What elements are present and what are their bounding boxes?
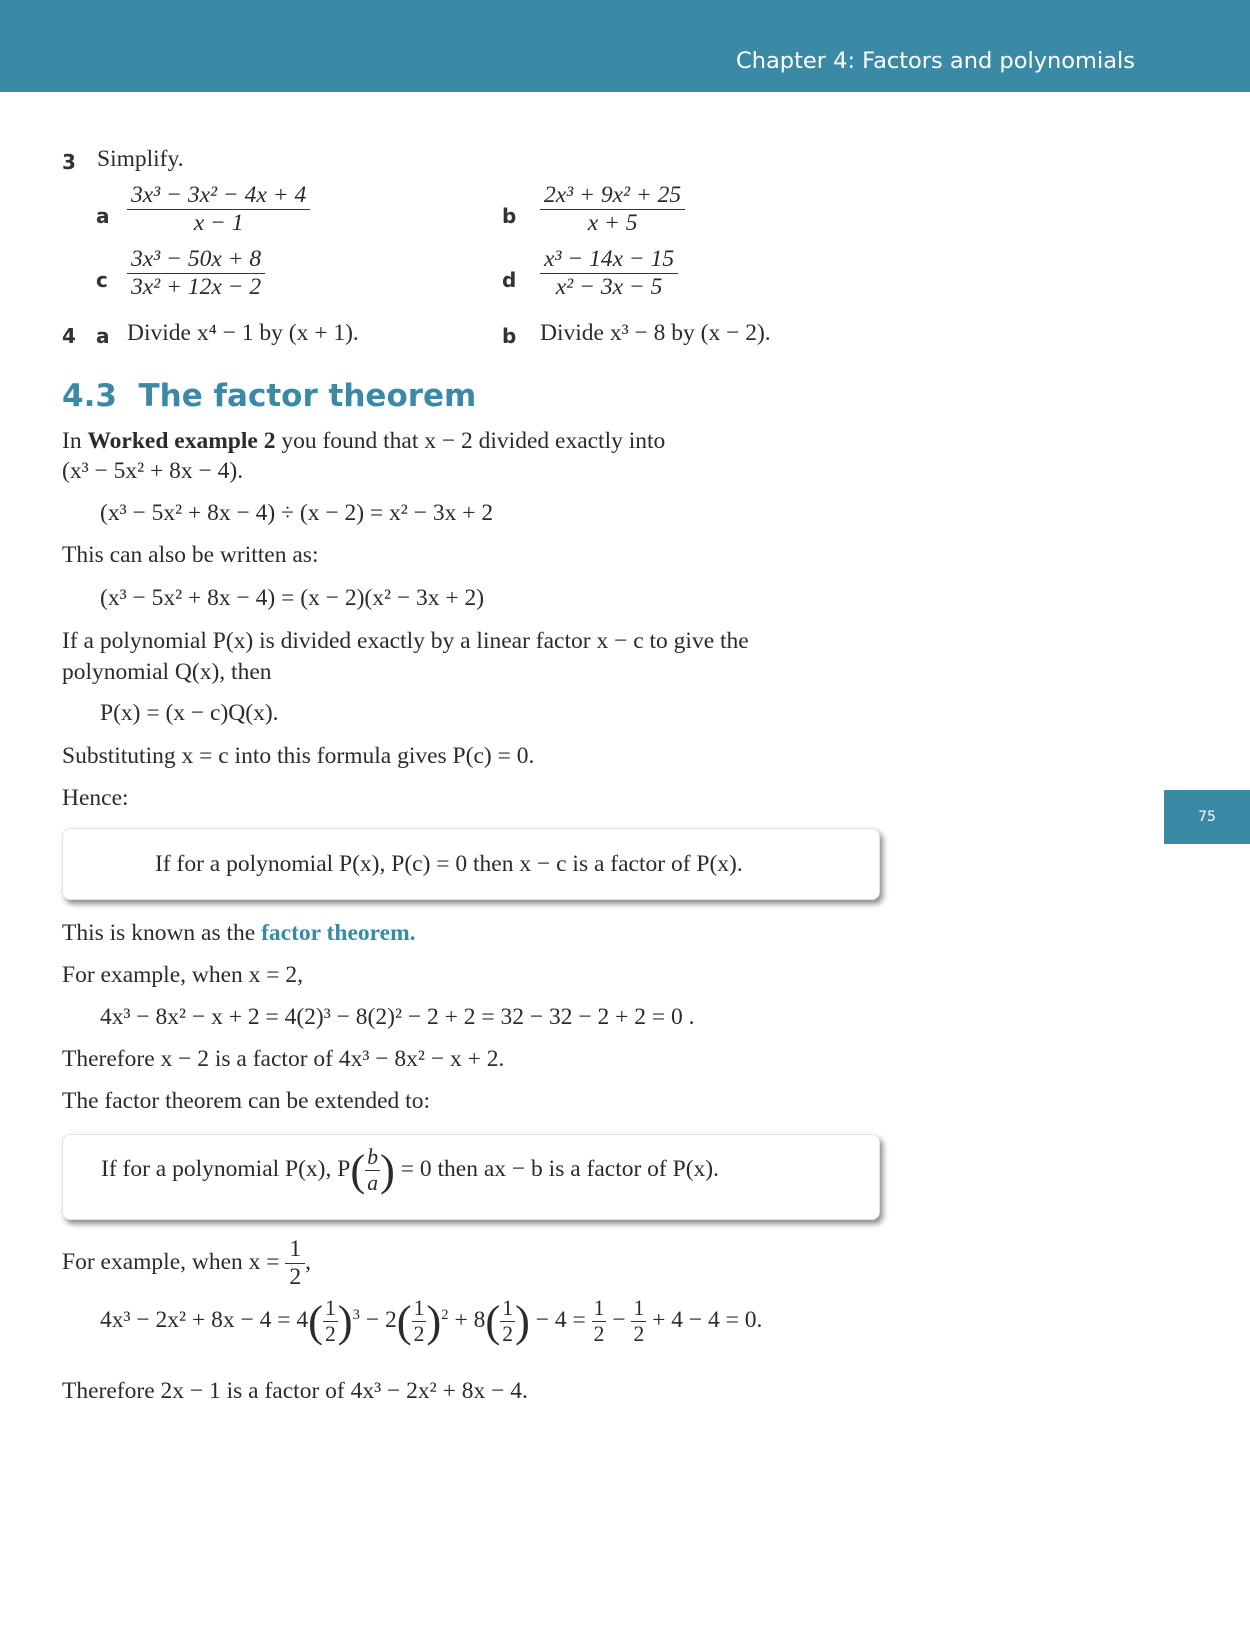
polynomial-definition-line-1: If a polynomial P(x) is divided exactly by a linear factor x − c to give the — [62, 628, 749, 654]
exercise-3d-fraction — [540, 246, 678, 301]
exercise-3-instruction: Simplify. — [97, 146, 184, 172]
box2-right-paren: ) — [380, 1145, 395, 1196]
page-number: 75 — [1164, 790, 1250, 844]
exercise-3c-fraction — [127, 246, 265, 301]
eq5-half-5-num: 1 — [633, 1296, 645, 1320]
written-as-text: This can also be written as: — [62, 542, 319, 568]
eq5-exponent-1: 3 — [352, 1306, 360, 1323]
known-as-suffix: . — [409, 920, 416, 946]
equation-p-of-x: P(x) = (x − c)Q(x). — [100, 700, 279, 726]
therefore-1-text: Therefore x − 2 is a factor of 4x³ − 8x² − x + 2. — [62, 1046, 505, 1072]
exercise-3b-numerator: 2x³ + 9x² + 25 — [540, 182, 685, 210]
eq5-paren-close-2: ) — [426, 1296, 442, 1347]
section-title: The factor theorem — [138, 378, 477, 414]
eq5-half-4-den: 2 — [593, 1321, 605, 1346]
exercise-3a-denominator: x − 1 — [193, 210, 244, 236]
equation-division: (x³ − 5x² + 8x − 4) ÷ (x − 2) = x² − 3x + 2 — [100, 500, 494, 526]
extended-text: The factor theorem can be extended to: — [62, 1088, 430, 1114]
eq5-half-5-den: 2 — [633, 1321, 645, 1346]
eq5-half-3 — [500, 1296, 515, 1347]
factor-theorem-keyword: factor theorem — [261, 920, 410, 946]
exercise-3d-denominator: x² − 3x − 5 — [555, 274, 663, 300]
worked-example-link: Worked example 2 — [87, 428, 276, 454]
box2-fraction-numerator: b — [367, 1145, 379, 1169]
exercise-3d-numerator: x³ − 14x − 15 — [540, 246, 678, 274]
extended-factor-theorem-statement — [101, 1145, 719, 1196]
eq5-half-3-num: 1 — [502, 1296, 514, 1320]
example-1-intro: For example, when x = 2, — [62, 962, 304, 988]
exercise-3-number: 3 — [62, 150, 76, 174]
intro-rest: you found that x − 2 divided exactly into — [281, 428, 666, 454]
exercise-3a-numerator: 3x³ − 3x² − 4x + 4 — [127, 182, 310, 210]
exercise-4-number: 4 — [62, 324, 76, 348]
example-2-prefix: For example, when x = — [62, 1248, 280, 1275]
eq5-mid-3: − 4 = — [535, 1306, 586, 1333]
eq5-half-2 — [412, 1296, 427, 1347]
exercise-4a-label: a — [96, 324, 110, 348]
exercise-3d-label: d — [502, 268, 517, 292]
eq5-half-1-den: 2 — [324, 1321, 336, 1346]
intro-line-2: (x³ − 5x² + 8x − 4). — [62, 458, 244, 484]
box2-fraction — [365, 1145, 380, 1196]
eq5-half-1 — [323, 1296, 338, 1347]
exercise-3a-fraction — [127, 182, 310, 237]
eq5-half-5 — [631, 1296, 646, 1347]
exercise-3b-label: b — [502, 204, 517, 228]
substitution-text: Substituting x = c into this formula gives P(c) = 0. — [62, 743, 535, 769]
eq5-paren-open-3: ( — [485, 1296, 501, 1347]
section-heading — [62, 378, 476, 414]
intro-prefix: In — [62, 428, 82, 454]
exercise-3b-fraction — [540, 182, 685, 237]
eq5-half-1-num: 1 — [324, 1296, 336, 1320]
example-2-denominator: 2 — [289, 1264, 302, 1290]
eq5-half-3-den: 2 — [502, 1321, 514, 1346]
eq5-paren-close-3: ) — [515, 1296, 530, 1347]
exercise-4b-label: b — [502, 324, 517, 348]
exercise-4a-text: Divide x⁴ − 1 by (x + 1). — [127, 320, 359, 346]
hence-text: Hence: — [62, 785, 129, 811]
eq5-mid-2: + 8 — [454, 1306, 486, 1333]
example-2-fraction — [285, 1236, 305, 1291]
eq5-half-2-num: 1 — [413, 1296, 425, 1320]
example-2-intro — [62, 1236, 311, 1291]
eq5-paren-close-1: ) — [337, 1296, 353, 1347]
factor-theorem-statement: If for a polynomial P(x), P(c) = 0 then x − c is a factor of P(x). — [155, 851, 743, 877]
exercise-4b-text: Divide x³ − 8 by (x − 2). — [540, 320, 771, 346]
eq5-exponent-2: 2 — [441, 1306, 449, 1323]
equation-factored: (x³ − 5x² + 8x − 4) = (x − 2)(x² − 3x + 2) — [100, 585, 485, 611]
eq5-mid-1: − 2 — [365, 1306, 397, 1333]
eq5-paren-open-1: ( — [308, 1296, 323, 1347]
known-as-text — [62, 920, 416, 947]
example-2-suffix: , — [305, 1248, 312, 1275]
eq5-half-2-den: 2 — [413, 1321, 425, 1346]
box2-left-paren: ( — [350, 1145, 366, 1196]
eq5-minus: − — [612, 1306, 626, 1333]
box2-prefix: If for a polynomial P(x), P — [101, 1155, 351, 1182]
eq5-tail: + 4 − 4 = 0. — [652, 1306, 763, 1333]
intro-line-1 — [62, 428, 665, 455]
eq5-lhs: 4x³ − 2x² + 8x − 4 = 4 — [100, 1306, 309, 1333]
chapter-header-bar — [0, 0, 1250, 92]
polynomial-definition-line-2: polynomial Q(x), then — [62, 659, 272, 685]
exercise-3b-denominator: x + 5 — [587, 210, 638, 236]
equation-example-2 — [100, 1296, 762, 1347]
example-2-numerator: 1 — [285, 1236, 305, 1264]
box2-suffix: = 0 then ax − b is a factor of P(x). — [400, 1155, 719, 1182]
chapter-title: Chapter 4: Factors and polynomials — [736, 48, 1135, 74]
box2-fraction-denominator: a — [367, 1170, 379, 1195]
exercise-3a-label: a — [96, 204, 110, 228]
exercise-3c-label: c — [96, 268, 108, 292]
known-as-prefix: This is known as the — [62, 920, 256, 946]
extended-factor-theorem-box — [62, 1134, 880, 1220]
eq5-half-4 — [592, 1296, 607, 1347]
eq5-half-4-num: 1 — [593, 1296, 605, 1320]
therefore-2-text: Therefore 2x − 1 is a factor of 4x³ − 2x² + 8x − 4. — [62, 1378, 528, 1404]
section-number: 4.3 — [62, 378, 117, 414]
eq5-paren-open-2: ( — [396, 1296, 412, 1347]
exercise-3c-denominator: 3x² + 12x − 2 — [131, 274, 262, 300]
exercise-3c-numerator: 3x³ − 50x + 8 — [127, 246, 265, 274]
factor-theorem-box — [62, 828, 880, 900]
equation-example-1: 4x³ − 8x² − x + 2 = 4(2)³ − 8(2)² − 2 + 2 = 32 − 32 − 2 + 2 = 0 . — [100, 1004, 695, 1030]
